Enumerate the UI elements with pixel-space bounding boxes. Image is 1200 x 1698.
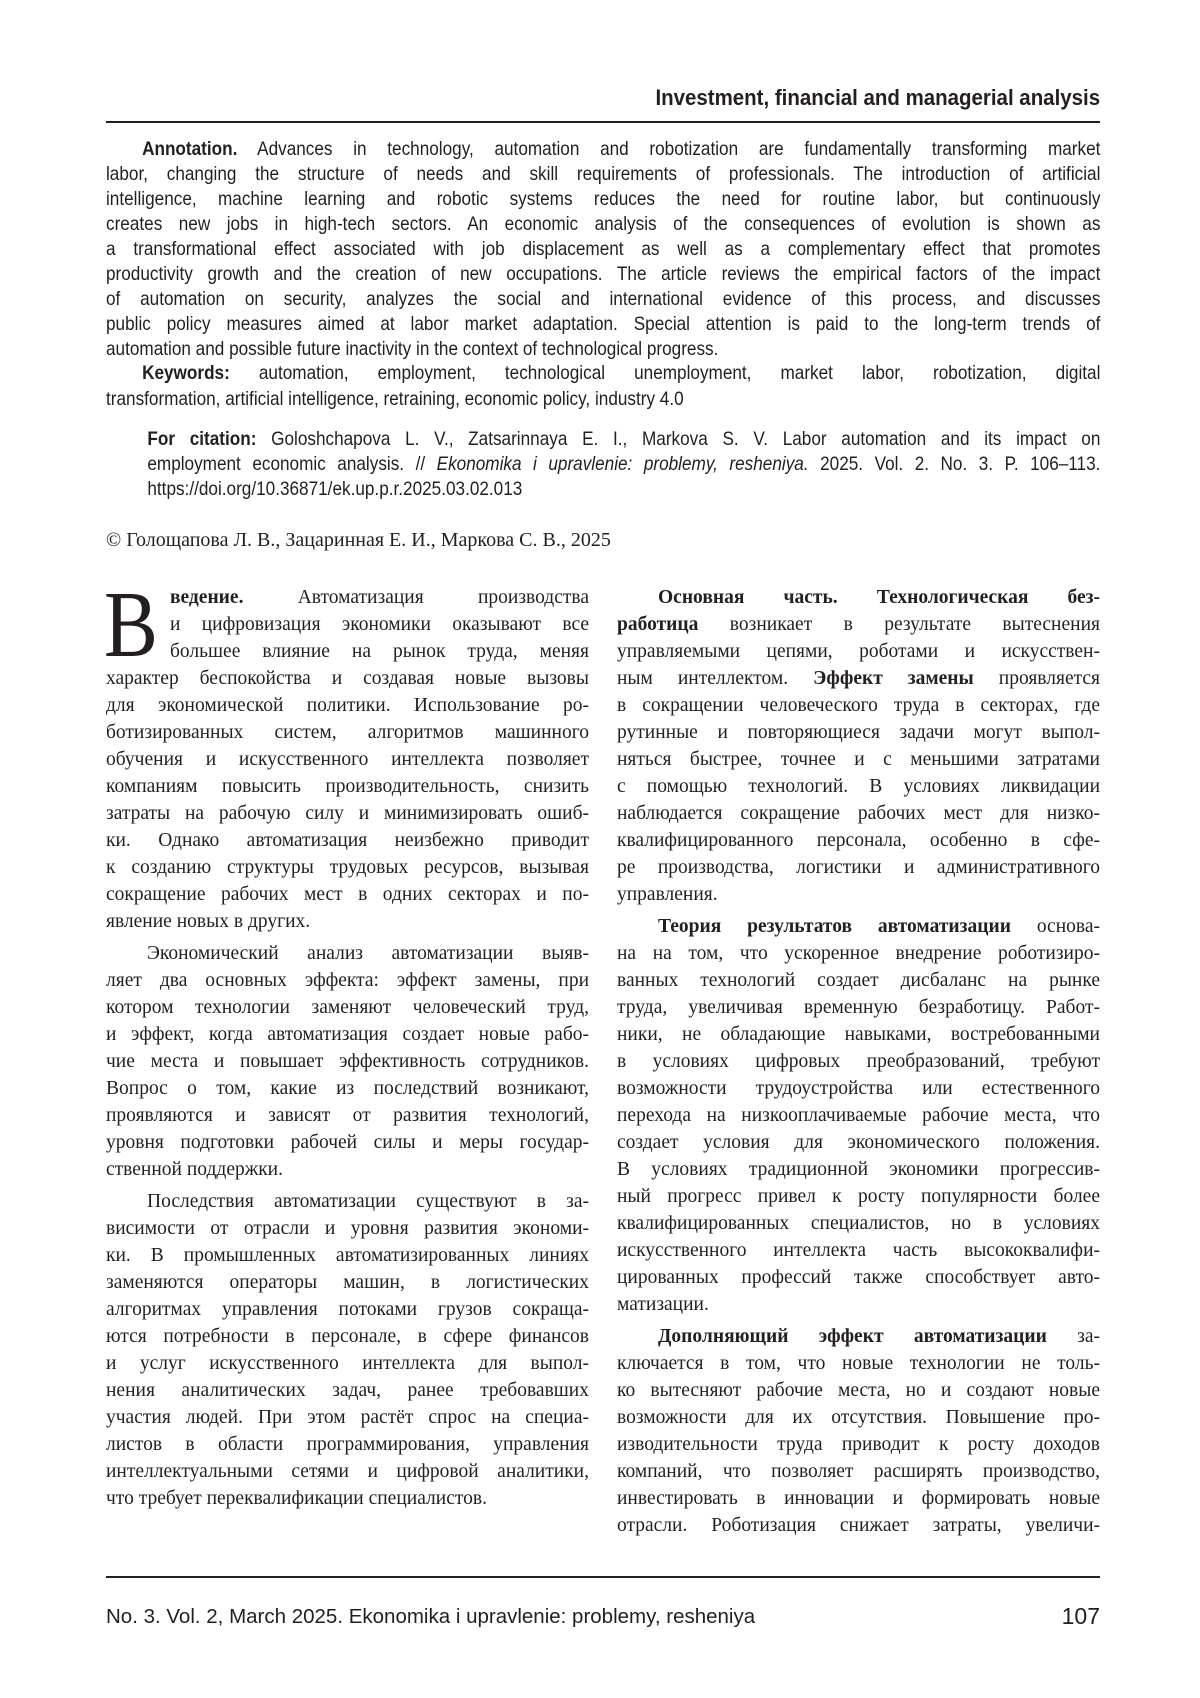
text-line: Annotation. Advances in technology, automation and robotization are fundamentally transforming market xyxy=(106,137,1100,162)
text-line: Теория результатов автоматизации основа- xyxy=(617,913,1100,940)
text-line: большее влияние на рынок труда, меняя xyxy=(106,638,589,665)
text-line: сокращение рабочих мест в одних секторах и по- xyxy=(106,881,589,908)
bold-term: Эффект замены xyxy=(813,668,974,689)
bold-term: Annotation. xyxy=(142,138,237,160)
text-line: ный прогресс привел к росту популярности более xyxy=(617,1183,1100,1210)
text-line: Экономический анализ автоматизации выяв- xyxy=(106,940,589,967)
text-line: transformation, artificial intelligence, retraining, economic policy, industry 4.0 xyxy=(106,386,1100,412)
text-line: квалифицированного персонала, особенно в сфе- xyxy=(617,827,1100,854)
text-line: на на том, что ускоренное внедрение роботизиро- xyxy=(617,940,1100,967)
footer-rule xyxy=(106,1576,1100,1578)
text-line: компаниям повысить производительность, снизить xyxy=(106,773,589,800)
text-line: чие места и повышает эффективность сотрудников. xyxy=(106,1048,589,1075)
text-line: ным интеллектом. Эффект замены проявляется xyxy=(617,665,1100,692)
text-line: automation and possible future inactivity in the context of technological progress. xyxy=(106,337,1100,362)
text-line: a transformational effect associated with job displacement as well as a complementary effect that promotes xyxy=(106,237,1100,262)
text-line: и эффект, когда автоматизация создает новые рабо- xyxy=(106,1021,589,1048)
text-line: intelligence, machine learning and robotic systems reduces the need for routine labor, but continuously xyxy=(106,187,1100,212)
annotation xyxy=(106,137,1100,362)
text-line: ботизированных систем, алгоритмов машинного xyxy=(106,719,589,746)
text-line: что требует переквалификации специалистов. xyxy=(106,1485,589,1512)
text-line: Keywords: automation, employment, technological unemployment, market labor, robotization, digital xyxy=(106,360,1100,386)
text-line: листов в области программирования, управления xyxy=(106,1431,589,1458)
text-line: и услуг искусственного интеллекта для выпол- xyxy=(106,1350,589,1377)
text-line: productivity growth and the creation of new occupations. The article reviews the empirical factors of the impact xyxy=(106,262,1100,287)
text-line: труда, увеличивая временную безработицу. Работ- xyxy=(617,994,1100,1021)
text-line: ведение. Автоматизация производства xyxy=(106,584,589,611)
paragraph xyxy=(106,584,589,935)
text-line: матизации. xyxy=(617,1291,1100,1318)
bold-term: Теория результатов автоматизации xyxy=(658,916,1011,937)
text-line: ко вытесняют рабочие места, но и создают новые xyxy=(617,1377,1100,1404)
paragraph xyxy=(106,940,589,1183)
bold-term: ведение. xyxy=(170,587,243,608)
text-line: заменяются операторы машин, в логистических xyxy=(106,1269,589,1296)
text-line: ванных технологий создает дисбаланс на рынке xyxy=(617,967,1100,994)
bold-term: Keywords: xyxy=(142,362,230,384)
text-line: В условиях традиционной экономики прогрессив- xyxy=(617,1156,1100,1183)
text-line: Дополняющий эффект автоматизации за- xyxy=(617,1323,1100,1350)
header-rule xyxy=(106,121,1100,123)
text-line: ственной поддержки. xyxy=(106,1156,589,1183)
text-line: создает условия для экономического положения. xyxy=(617,1129,1100,1156)
text-line: проявляются и зависят от развития технологий, xyxy=(106,1102,589,1129)
left-column xyxy=(106,584,589,1517)
journal-title: Ekonomika i upravlenie: problemy, resheniya. xyxy=(437,453,809,475)
text-line: квалифицированных специалистов, но в условиях xyxy=(617,1210,1100,1237)
text-line: ключается в том, что новые технологии не толь- xyxy=(617,1350,1100,1377)
text-line: явление новых в других. xyxy=(106,908,589,935)
text-line: компаний, что позволяет расширять производство, xyxy=(617,1458,1100,1485)
text-line: в сокращении человеческого труда в секторах, где xyxy=(617,692,1100,719)
text-line: Вопрос о том, какие из последствий возникают, xyxy=(106,1075,589,1102)
text-line: отрасли. Роботизация снижает затраты, увеличи- xyxy=(617,1512,1100,1539)
paragraph xyxy=(617,584,1100,908)
drop-cap: В xyxy=(104,578,158,672)
text-line: инвестировать в инновации и формировать новые xyxy=(617,1485,1100,1512)
text-line: ляет два основных эффекта: эффект замены, при xyxy=(106,967,589,994)
text-line: алгоритмах управления потоками грузов сокраща- xyxy=(106,1296,589,1323)
text-line: для экономической политики. Использование ро- xyxy=(106,692,589,719)
bold-term: Дополняющий эффект автоматизации xyxy=(658,1326,1047,1347)
paragraph xyxy=(617,913,1100,1318)
text-line: к созданию структуры трудовых ресурсов, вызывая xyxy=(106,854,589,881)
citation xyxy=(106,427,1100,502)
section-title: Investment, financial and managerial analysis xyxy=(655,86,1100,110)
right-column xyxy=(617,584,1100,1544)
bold-term: работица xyxy=(617,614,698,635)
text-line: няться быстрее, точнее и с меньшими затратами xyxy=(617,746,1100,773)
text-line: управления. xyxy=(617,881,1100,908)
text-line: ки. Однако автоматизация неизбежно приводит xyxy=(106,827,589,854)
page-number: 107 xyxy=(1062,1602,1100,1630)
text-line: уровня подготовки рабочей силы и меры государ- xyxy=(106,1129,589,1156)
paragraph xyxy=(617,1323,1100,1539)
text-line: изводительности труда приводит к росту доходов xyxy=(617,1431,1100,1458)
text-line: управляемыми цепями, роботами и искусствен- xyxy=(617,638,1100,665)
text-line xyxy=(106,477,1100,502)
text-line: котором технологии заменяют человеческий труд, xyxy=(106,994,589,1021)
text-line: ре производства, логистики и административного xyxy=(617,854,1100,881)
text-line: перехода на низкооплачиваемые рабочие места, что xyxy=(617,1102,1100,1129)
copyright: © Голощапова Л. В., Зацаринная Е. И., Маркова С. В., 2025 xyxy=(106,527,611,553)
text-line: интеллектуальными сетями и цифровой аналитики, xyxy=(106,1458,589,1485)
text-line: creates new jobs in high-tech sectors. An economic analysis of the consequences of evolution is shown as xyxy=(106,212,1100,237)
text-line: ки. В промышленных автоматизированных линиях xyxy=(106,1242,589,1269)
text-line: наблюдается сокращение рабочих мест для низко- xyxy=(617,800,1100,827)
text-line: of automation on security, analyzes the social and international evidence of this process, and discusses xyxy=(106,287,1100,312)
paragraph xyxy=(106,1188,589,1512)
text-line: участия людей. При этом растёт спрос на специа- xyxy=(106,1404,589,1431)
text-line: public policy measures aimed at labor market adaptation. Special attention is paid to the long-term trends of xyxy=(106,312,1100,337)
text-line: характер беспокойства и создавая новые вызовы xyxy=(106,665,589,692)
text-line: и цифровизация экономики оказывают все xyxy=(106,611,589,638)
bold-term: For citation: xyxy=(147,428,256,450)
footer-journal-info: No. 3. Vol. 2, March 2025. Ekonomika i upravlenie: problemy, resheniya xyxy=(106,1604,755,1630)
text-line: с помощью технологий. В условиях ликвидации xyxy=(617,773,1100,800)
text-line: цированных профессий также способствует авто- xyxy=(617,1264,1100,1291)
doi-link[interactable]: https://doi.org/10.36871/ek.up.p.r.2025.03.02.013 xyxy=(147,478,522,500)
text-line: ники, не обладающие навыками, востребованными xyxy=(617,1021,1100,1048)
text-line xyxy=(617,584,1100,611)
text-line: рутинные и повторяющиеся задачи могут выпол- xyxy=(617,719,1100,746)
text-line: висимости от отрасли и уровня развития экономи- xyxy=(106,1215,589,1242)
text-line: нения аналитических задач, ранее требовавших xyxy=(106,1377,589,1404)
text-line: возможности для их отсутствия. Повышение про- xyxy=(617,1404,1100,1431)
text-line: Последствия автоматизации существуют в за- xyxy=(106,1188,589,1215)
text-line: обучения и искусственного интеллекта позволяет xyxy=(106,746,589,773)
text-line: затраты на рабочую силу и минимизировать ошиб- xyxy=(106,800,589,827)
text-line: в условиях цифровых преобразований, требуют xyxy=(617,1048,1100,1075)
text-line: employment economic analysis. // Ekonomika i upravlenie: problemy, resheniya. 2025. Vol. 2. No. 3. P. 106–113. xyxy=(106,452,1100,477)
text-line: labor, changing the structure of needs and skill requirements of professionals. The introduction of artificial xyxy=(106,162,1100,187)
text-line: ются потребности в персонале, в сфере финансов xyxy=(106,1323,589,1350)
text-line: For citation: Goloshchapova L. V., Zatsarinnaya E. I., Markova S. V. Labor automation and its impact on xyxy=(106,427,1100,452)
keywords xyxy=(106,360,1100,412)
text-line: возможности трудоустройства или естественного xyxy=(617,1075,1100,1102)
text-line: искусственного интеллекта часть высококвалифи- xyxy=(617,1237,1100,1264)
bold-term: Основная часть. Технологическая без- xyxy=(658,587,1100,608)
text-line: работица возникает в результате вытеснения xyxy=(617,611,1100,638)
